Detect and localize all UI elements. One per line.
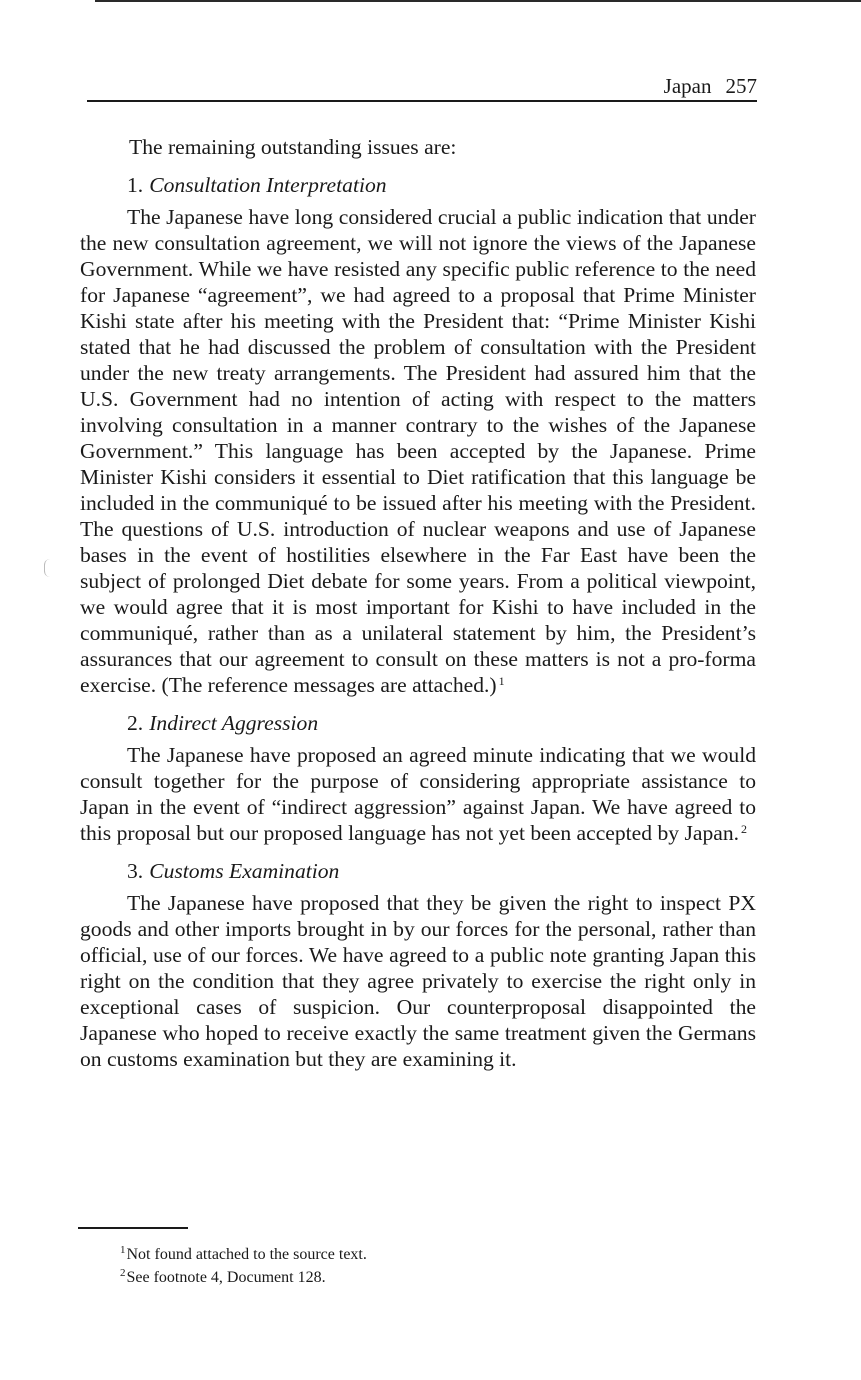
footnote-text: Not found attached to the source text. bbox=[126, 1246, 367, 1263]
margin-mark bbox=[44, 559, 51, 577]
paragraph-text: The Japanese have long considered crucial a public indication that under the new consultation agreement, we will not ignore the views of the Japanese Government. While we have resisted any specific public reference to the need for Japanese “agreement”, we had agreed to a proposal that Prime Minister Kishi state after his meeting with the President that: “Prime Minister Kishi stated that he had discussed the problem of consultation with the President under the new treaty arrangements. The President had assured him that the U.S. Government had no intention of acting with respect to the matters involving consultation in a manner contrary to the wishes of the Japanese Government.” This language has been accepted by the Japanese. Prime Minister Kishi considers it essential to Diet ratification that this language be included in the communiqué to be issued after his meeting with the President. The questions of U.S. introduction of nuclear weapons and use of Japanese bases in the event of hostilities elsewhere in the Far East have been the subject of prolonged Diet debate for some years. From a political viewpoint, we would agree that it is most important for Kishi to have included in the communiqué, rather than as a unilateral statement by him, the President’s assurances that our agreement to consult on these matters is not a pro-forma exercise. (The reference messages are attached.) bbox=[80, 205, 756, 697]
footnote-reference: 1 bbox=[498, 674, 505, 688]
paragraph-text: The Japanese have proposed that they be given the right to inspect PX goods and other imports brought in by our forces for the personal, rather than official, use of our forces. We have agreed to a public note granting Japan this right on the condition that they agree privately to exercise the right only in exceptional cases of suspicion. Our counterproposal disappointed the Japanese who hoped to receive exactly the same treatment given the Germans on customs examination but they are examining it. bbox=[80, 891, 756, 1071]
footnote-number: 1 bbox=[120, 1244, 126, 1256]
section-indirect-aggression bbox=[80, 710, 756, 846]
document-body bbox=[80, 134, 756, 1084]
footnote-1 bbox=[120, 1243, 720, 1266]
section-title: Customs Examination bbox=[149, 859, 340, 883]
section-title: Consultation Interpretation bbox=[149, 173, 387, 197]
footnote-number: 2 bbox=[120, 1267, 126, 1279]
section-customs-examination bbox=[80, 858, 756, 1072]
section-paragraph bbox=[80, 890, 756, 1072]
running-head-section: Japan bbox=[663, 74, 712, 98]
footnote-2 bbox=[120, 1266, 720, 1289]
intro-line: The remaining outstanding issues are: bbox=[129, 135, 457, 159]
section-number: 2. bbox=[127, 711, 144, 735]
scan-top-edge bbox=[95, 0, 861, 2]
section-heading bbox=[127, 710, 756, 736]
section-number: 3. bbox=[127, 859, 144, 883]
footnote-reference: 2 bbox=[741, 822, 748, 836]
footnote-text: See footnote 4, Document 128. bbox=[126, 1269, 326, 1286]
running-head bbox=[87, 72, 757, 102]
section-title: Indirect Aggression bbox=[149, 711, 319, 735]
section-heading bbox=[127, 172, 756, 198]
section-paragraph bbox=[80, 204, 756, 698]
page-number: 257 bbox=[725, 74, 757, 98]
paragraph-text: The Japanese have proposed an agreed minute indicating that we would consult together for the purpose of considering appropriate assistance to Japan in the event of “indirect aggression” against Japan. We have agreed to this proposal but our proposed language has not yet been accepted by Japan. bbox=[80, 743, 756, 845]
section-paragraph bbox=[80, 742, 756, 846]
footnotes bbox=[120, 1243, 720, 1289]
section-heading bbox=[127, 858, 756, 884]
section-number: 1. bbox=[127, 173, 144, 197]
section-consultation bbox=[80, 172, 756, 698]
footnote-rule bbox=[78, 1227, 188, 1229]
